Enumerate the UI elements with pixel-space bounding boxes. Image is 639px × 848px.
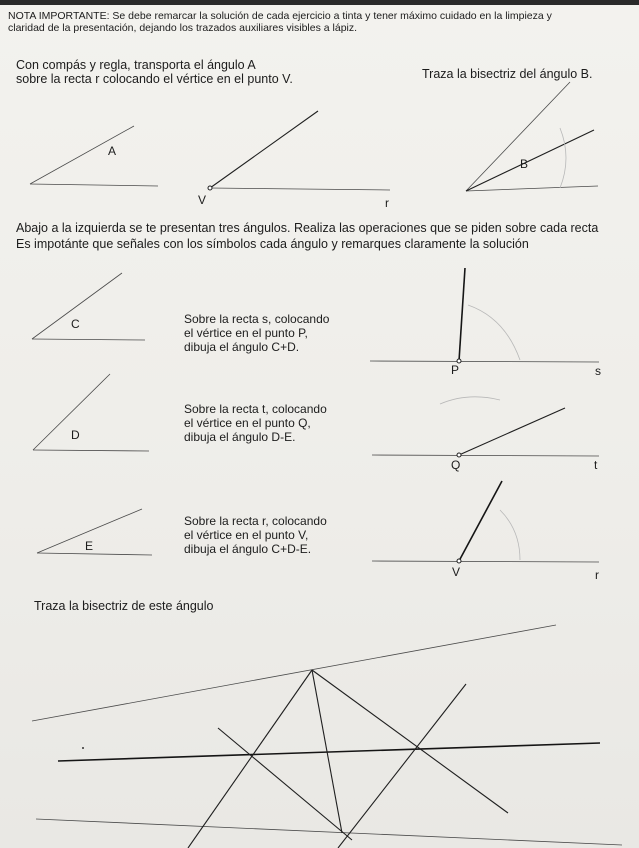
angle-e-figure [37,509,152,555]
bisect-large-angle-instruction: Traza la bisectriz de este ángulo [34,599,214,613]
large-angle-upper-side [32,625,556,721]
intro-line-1: Abajo a la izquierda se te presentan tres ángulos. Realiza las operaciones que se piden sobre cada recta [16,221,599,235]
d-minus-e-solution-side [459,408,565,455]
instruction-3-line-2: el vértice en el punto V, [184,527,309,542]
point-p-label: P [451,363,460,377]
line-r [210,188,390,190]
line-s-label: s [595,364,601,378]
line-t-label: t [594,458,598,472]
note-line-2: claridad de la presentación, dejando los trazados auxiliares visibles a lápiz. [8,22,358,35]
c-plus-d-solution-side [459,268,465,361]
angle-b-bisector [466,130,594,191]
construction-line-4 [218,728,352,840]
transport-instruction-line-1: Con compás y regla, transporta el ángulo A [16,58,256,72]
compass-arc-r2 [500,510,520,560]
angle-e-side [37,509,142,553]
angle-a-base [30,184,158,186]
instruction-2-line-3: dibuja el ángulo D-E. [184,429,296,444]
line-s [370,361,599,362]
line-r2-label: r [595,568,599,582]
vertex-v-label: V [198,193,207,207]
transport-instruction-line-2: sobre la recta r colocando el vértice en el punto V. [16,72,293,87]
line-r-label: r [385,196,389,210]
angle-c-base [32,339,145,340]
line-s-figure [370,268,599,363]
construction-line-5 [338,684,466,848]
transported-angle-side [210,111,318,188]
instruction-1-line-3: dibuja el ángulo C+D. [184,339,300,354]
compass-arc-t [440,397,500,404]
note-line-1: NOTA IMPORTANTE: Se debe remarcar la solución de cada ejercicio a tinta y tener máximo cuidado en la limpieza y [8,10,552,22]
bisect-angle-b-instruction: Traza la bisectriz del ángulo B. [422,67,593,81]
point-v2 [457,559,461,563]
angle-c-label: C [71,317,80,331]
large-angle-figure [32,625,622,848]
vertex-v-point [208,186,212,190]
instruction-3-line-3: dibuja el ángulo C+D-E. [184,541,312,556]
line-t [372,455,599,456]
angle-d-base [33,450,149,451]
transport-figure [208,111,390,190]
angle-c-figure [32,273,145,340]
intro-line-2: Es impotánte que señales con los símbolos cada ángulo y remarques claramente la solución [16,237,529,252]
line-r2 [372,561,599,562]
large-angle-bisector [58,743,600,761]
angle-c-side [32,273,122,339]
angle-d-side [33,374,110,450]
angle-e-label: E [85,539,94,553]
line-r2-figure [372,481,599,563]
angle-b-base [466,186,598,191]
instruction-2-line-1: Sobre la recta t, colocando [184,402,327,416]
angle-a-figure [30,126,158,186]
instruction-2-line-2: el vértice en el punto Q, [184,415,311,430]
line-t-figure [372,397,599,457]
angle-a-label: A [108,144,117,158]
angle-e-base [37,553,152,555]
point-v-label: V [452,565,461,579]
angle-b-label: B [520,157,529,171]
instruction-1-line-1: Sobre la recta s, colocando [184,312,330,326]
angle-b-side [466,82,570,191]
large-angle-lower-side [36,819,622,845]
construction-line-1 [188,670,312,848]
point-q [457,453,461,457]
construction-line-2 [312,670,508,813]
angle-b-figure [466,82,598,191]
point-p [457,359,461,363]
angle-a-side [30,126,134,184]
pencil-mark [82,747,84,749]
angle-d-figure [33,374,149,451]
instruction-3-line-1: Sobre la recta r, colocando [184,514,327,528]
angle-d-label: D [71,428,80,442]
instruction-1-line-2: el vértice en el punto P, [184,325,308,340]
compass-arc [560,128,566,188]
point-q-label: Q [451,458,461,472]
c-plus-d-minus-e-solution-side [459,481,502,561]
compass-arc-s [468,305,520,360]
